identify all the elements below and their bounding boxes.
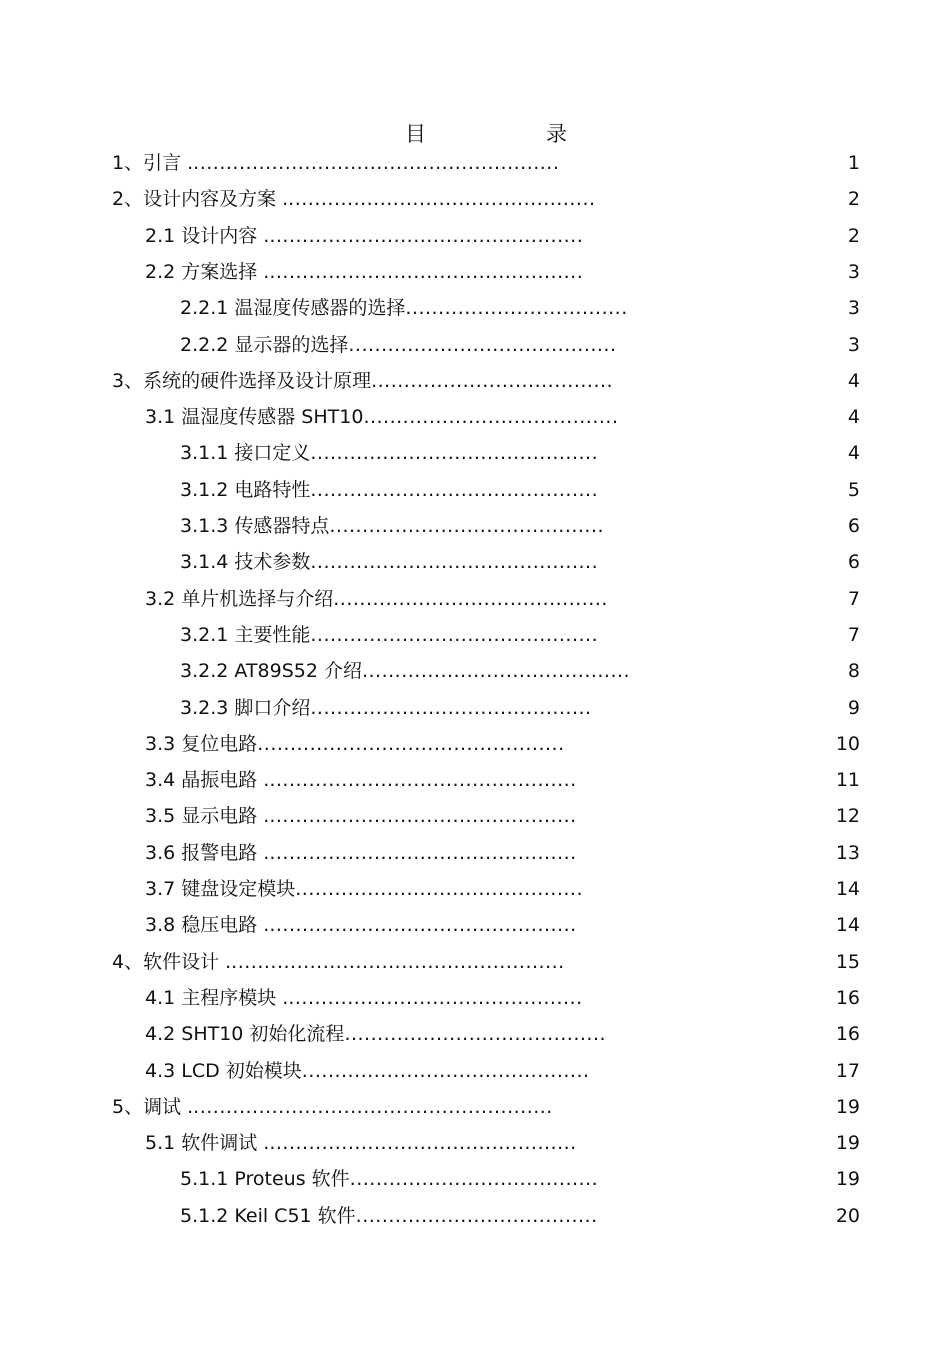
toc-entry-page-number: 20 bbox=[835, 1204, 860, 1227]
toc-entry-label: 5、调试 . bbox=[112, 1095, 194, 1118]
toc-entry-label: 3.1.3 传感器特点 bbox=[180, 515, 330, 537]
toc-entry-label: 3.2.1 主要性能 bbox=[180, 623, 311, 646]
toc-entry-leader-dots: ......................................... bbox=[348, 333, 617, 356]
toc-entry-page-number: 3 bbox=[847, 297, 860, 320]
toc-entry[interactable] bbox=[180, 1201, 598, 1231]
toc-entry-page-number: 19 bbox=[835, 1168, 860, 1191]
toc-entry-leader-dots: ........................................................ bbox=[193, 152, 560, 174]
toc-entry-leader-dots: ............................................... bbox=[269, 1132, 577, 1155]
toc-entry-leader-dots: ...................................... bbox=[349, 1168, 599, 1191]
toc-entry-label: 2、设计内容及方案 . bbox=[112, 188, 289, 211]
toc-entry-leader-dots: .................................. bbox=[405, 297, 628, 320]
toc-entry-label: 3.4 晶振电路 . bbox=[145, 769, 270, 792]
toc-entry-page-number: 4 bbox=[847, 406, 860, 429]
toc-entry-label: 2.2.1 温湿度传感器的选择 bbox=[180, 297, 406, 320]
toc-entry[interactable] bbox=[180, 547, 598, 577]
toc-entry[interactable] bbox=[112, 148, 559, 178]
toc-entry-label: 2.2 方案选择 . bbox=[145, 260, 270, 283]
toc-entry[interactable] bbox=[180, 293, 628, 323]
toc-entry-page-number: 3 bbox=[847, 333, 860, 356]
toc-entry-leader-dots: ............................................... bbox=[257, 732, 565, 755]
toc-entry[interactable] bbox=[145, 221, 583, 251]
toc-entry-leader-dots: ............................................ bbox=[295, 878, 584, 900]
toc-entry-leader-dots: .......................................... bbox=[333, 587, 608, 610]
toc-entry-leader-dots: ..................................... bbox=[355, 1204, 598, 1227]
toc-title-left: 目 bbox=[405, 122, 426, 146]
toc-entry-label: 3.6 报警电路 . bbox=[145, 841, 270, 864]
toc-entry[interactable] bbox=[145, 874, 583, 904]
toc-entry-page-number: 14 bbox=[835, 878, 860, 900]
toc-entry-label: 3.2.2 AT89S52 介绍 bbox=[180, 660, 362, 683]
toc-entry-page-number: 2 bbox=[847, 224, 860, 247]
toc-entry[interactable] bbox=[145, 1019, 606, 1049]
toc-entry-leader-dots: ........................................ bbox=[344, 1023, 607, 1046]
toc-entry[interactable] bbox=[112, 366, 613, 396]
toc-entry-leader-dots: ............................................... bbox=[269, 769, 577, 792]
toc-entry-page-number: 7 bbox=[847, 587, 860, 610]
toc-entry-page-number: 13 bbox=[835, 841, 860, 864]
toc-entry-page-number: 17 bbox=[835, 1059, 860, 1082]
toc-entry-leader-dots: ............................................... bbox=[269, 805, 577, 828]
toc-entry-page-number: 6 bbox=[847, 515, 860, 537]
toc-entry[interactable] bbox=[180, 438, 598, 468]
toc-entry[interactable] bbox=[145, 402, 618, 432]
toc-entry-label: 3.5 显示电路 . bbox=[145, 805, 270, 828]
toc-entry-page-number: 4 bbox=[847, 369, 860, 392]
toc-entry[interactable] bbox=[145, 801, 577, 831]
toc-entry-page-number: 3 bbox=[847, 260, 860, 283]
toc-entry[interactable] bbox=[145, 1128, 577, 1158]
toc-entry-leader-dots: ............................................... bbox=[269, 914, 577, 937]
toc-entry[interactable] bbox=[145, 729, 565, 759]
toc-entry-label: 2.2.2 显示器的选择 bbox=[180, 333, 349, 356]
toc-entry[interactable] bbox=[180, 1164, 598, 1194]
toc-entry[interactable] bbox=[145, 983, 583, 1013]
toc-entry-leader-dots: .......................................... bbox=[329, 515, 605, 537]
toc-entry[interactable] bbox=[112, 1092, 553, 1122]
toc-entry[interactable] bbox=[145, 910, 577, 940]
toc-entry-label: 4.3 LCD 初始模块 bbox=[145, 1059, 302, 1082]
toc-entry-label: 5.1.2 Keil C51 软件 bbox=[180, 1204, 356, 1227]
toc-entry-page-number: 16 bbox=[835, 986, 860, 1009]
toc-entry[interactable] bbox=[180, 656, 630, 686]
toc-entry-label: 3.3 复位电路 bbox=[145, 732, 258, 755]
toc-entry-page-number: 12 bbox=[835, 805, 860, 828]
toc-entry-leader-dots: ............................................... bbox=[269, 841, 577, 864]
toc-entry-leader-dots: ........................................... bbox=[310, 696, 592, 719]
toc-entry-page-number: 10 bbox=[835, 732, 860, 755]
toc-entry-label: 3.1.1 接口定义 bbox=[180, 442, 311, 465]
toc-entry[interactable] bbox=[112, 184, 596, 214]
toc-entry-leader-dots: ............................................... bbox=[288, 188, 596, 211]
toc-entry-page-number: 1 bbox=[847, 152, 860, 174]
toc-entry-label: 3.7 键盘设定模块 bbox=[145, 878, 296, 900]
toc-entry[interactable] bbox=[145, 838, 577, 868]
toc-entry[interactable] bbox=[180, 330, 617, 360]
toc-entry-page-number: 15 bbox=[835, 950, 860, 973]
toc-entry-label: 5.1.1 Proteus 软件 bbox=[180, 1168, 350, 1191]
toc-entry[interactable] bbox=[145, 765, 577, 795]
toc-entry-leader-dots: ................................................ bbox=[269, 224, 584, 247]
toc-entry[interactable] bbox=[112, 947, 565, 977]
toc-entry-leader-dots: ............................................ bbox=[301, 1059, 590, 1082]
toc-entry-page-number: 8 bbox=[847, 660, 860, 683]
toc-entry-leader-dots: ....................................... bbox=[363, 406, 619, 429]
toc-entry-label: 3.1 温湿度传感器 SHT10 bbox=[145, 406, 364, 429]
toc-entry-label: 3.8 稳压电路 . bbox=[145, 914, 270, 937]
toc-title bbox=[0, 118, 950, 148]
toc-entry[interactable] bbox=[145, 1056, 590, 1086]
toc-entry-page-number: 4 bbox=[847, 442, 860, 465]
toc-entry-page-number: 2 bbox=[847, 188, 860, 211]
toc-entry-leader-dots: ..................................... bbox=[371, 369, 614, 392]
toc-entry-label: 3.1.4 技术参数 bbox=[180, 551, 311, 574]
toc-entry-page-number: 7 bbox=[847, 623, 860, 646]
toc-entry-leader-dots: ......................................... bbox=[361, 660, 631, 683]
toc-entry-label: 3.2.3 脚口介绍 bbox=[180, 696, 311, 719]
toc-entry[interactable] bbox=[180, 475, 598, 505]
toc-entry-leader-dots: ............................................ bbox=[310, 551, 599, 574]
toc-entry-label: 3.2 单片机选择与介绍 bbox=[145, 587, 334, 610]
toc-entry-leader-dots: ................................................... bbox=[231, 950, 565, 973]
toc-entry-label: 3、系统的硬件选择及设计原理 bbox=[112, 369, 372, 392]
toc-entry[interactable] bbox=[180, 620, 598, 650]
toc-entry-label: 4.1 主程序模块 . bbox=[145, 986, 289, 1009]
toc-entry-leader-dots: ....................................................... bbox=[193, 1095, 553, 1118]
toc-entry-label: 1、引言 . bbox=[112, 152, 194, 174]
toc-entry-label: 4、软件设计 . bbox=[112, 950, 232, 973]
toc-entry-page-number: 19 bbox=[835, 1132, 860, 1155]
toc-entry-page-number: 14 bbox=[835, 914, 860, 937]
toc-entry-label: 2.1 设计内容 . bbox=[145, 224, 270, 247]
toc-entry-leader-dots: ................................................ bbox=[269, 260, 584, 283]
toc-entry-page-number: 19 bbox=[835, 1095, 860, 1118]
toc-entry-leader-dots: ............................................ bbox=[310, 623, 599, 646]
toc-entry-page-number: 5 bbox=[847, 478, 860, 501]
toc-entry-page-number: 9 bbox=[847, 696, 860, 719]
toc-entry[interactable] bbox=[180, 511, 604, 541]
toc-entry-label: 3.1.2 电路特性 bbox=[180, 478, 311, 501]
toc-entry-page-number: 16 bbox=[835, 1023, 860, 1046]
toc-entry-label: 4.2 SHT10 初始化流程 bbox=[145, 1023, 345, 1046]
toc-entry-page-number: 11 bbox=[835, 769, 860, 792]
toc-entry-leader-dots: ............................................ bbox=[310, 442, 599, 465]
toc-entry[interactable] bbox=[145, 584, 608, 614]
toc-entry[interactable] bbox=[180, 693, 592, 723]
toc-entry[interactable] bbox=[145, 257, 583, 287]
toc-entry-label: 5.1 软件调试 . bbox=[145, 1132, 270, 1155]
toc-entry-page-number: 6 bbox=[847, 551, 860, 574]
toc-title-right: 录 bbox=[546, 122, 567, 146]
toc-entry-leader-dots: ............................................ bbox=[310, 478, 599, 501]
toc-entry-leader-dots: ............................................. bbox=[288, 986, 583, 1009]
